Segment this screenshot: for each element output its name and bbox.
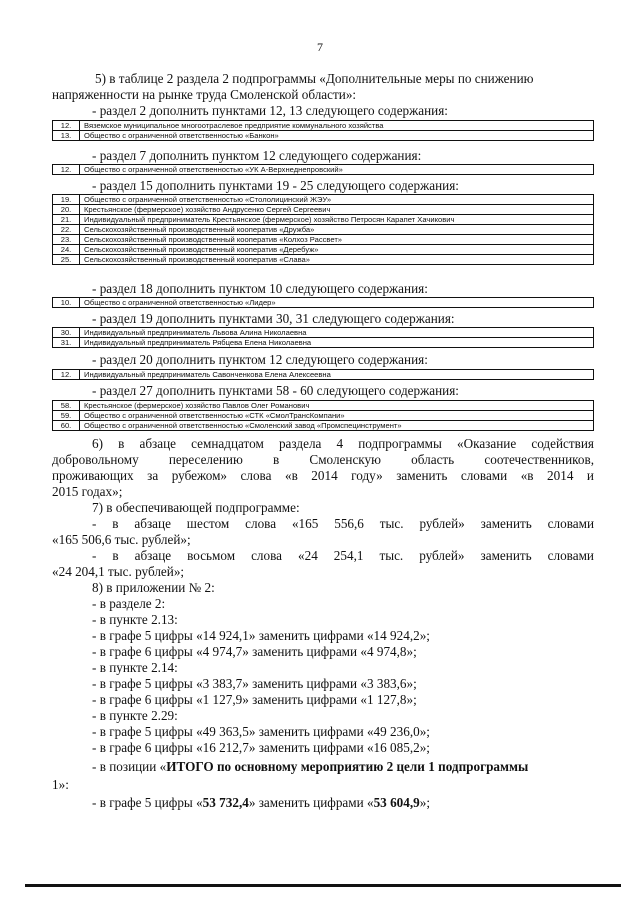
row-name: Сельскохозяйственный производственный кооператив «Слава» (80, 255, 594, 265)
par6-line-4: 2015 годах»; (52, 484, 123, 499)
table-row (53, 195, 594, 205)
row-name: Крестьянское (фермерское) хозяйство Павлов Олег Романович (80, 401, 594, 411)
table-row (53, 338, 594, 348)
row-name: Общество с ограниченной ответственностью «СТК «СмолТрансКомпани» (80, 411, 594, 421)
par7-item-b-line-2: «24 204,1 тыс. рублей»; (52, 564, 185, 579)
section-table (52, 164, 594, 175)
section-heading: - раздел 18 дополнить пунктом 10 следующего содержания: (92, 281, 428, 296)
intro-line-2: напряженности на рынке труда Смоленской области»: (52, 87, 357, 102)
table-row (53, 235, 594, 245)
row-number: 23. (53, 235, 80, 245)
bottom-rule (25, 884, 621, 887)
itogo-line (92, 759, 528, 775)
row-number: 30. (53, 328, 80, 338)
row-name: Сельскохозяйственный производственный кооператив «Деребуж» (80, 245, 594, 255)
section-heading: - раздел 19 дополнить пунктами 30, 31 следующего содержания: (92, 311, 455, 326)
row-number: 20. (53, 205, 80, 215)
par8-item: - в пункте 2.14: (92, 660, 178, 675)
row-number: 58. (53, 401, 80, 411)
row-number: 22. (53, 225, 80, 235)
section-heading: - раздел 27 дополнить пунктами 58 - 60 следующего содержания: (92, 383, 459, 398)
section-table (52, 297, 594, 308)
section-table (52, 400, 594, 431)
table-row (53, 245, 594, 255)
table-row (53, 131, 594, 141)
last-end: »; (419, 795, 430, 810)
row-name: Общество с ограниченной ответственностью «УК А-Верхнеднепровский» (80, 165, 594, 175)
row-number: 59. (53, 411, 80, 421)
section-heading: - раздел 15 дополнить пунктами 19 - 25 следующего содержания: (92, 178, 459, 193)
itogo-prefix: - в позиции « (92, 759, 167, 774)
row-name: Индивидуальный предприниматель Крестьянское (фермерское) хозяйство Петросян Карапет Хачикович (80, 215, 594, 225)
last-old-value: 53 732,4 (202, 795, 249, 810)
row-name: Общество с ограниченной ответственностью «Лидер» (80, 298, 594, 308)
par8-item: - в графе 5 цифры «3 383,7» заменить цифрами «3 383,6»; (92, 676, 417, 691)
row-name: Общество с ограниченной ответственностью «Банкон» (80, 131, 594, 141)
intro-line-1: 5) в таблице 2 раздела 2 подпрограммы «Дополнительные меры по снижению (95, 71, 534, 86)
row-name: Индивидуальный предприниматель Савонченкова Елена Алексеевна (80, 370, 594, 380)
row-number: 13. (53, 131, 80, 141)
table-row (53, 411, 594, 421)
table-row (53, 401, 594, 411)
table-row (53, 255, 594, 265)
table-row (53, 205, 594, 215)
row-name: Крестьянское (фермерское) хозяйство Андрусенко Сергей Сергеевич (80, 205, 594, 215)
par8-item: - в графе 6 цифры «4 974,7» заменить цифрами «4 974,8»; (92, 644, 417, 659)
par8-item: - в разделе 2: (92, 596, 166, 611)
par8-item: - в пункте 2.13: (92, 612, 178, 627)
table-row (53, 328, 594, 338)
row-name: Сельскохозяйственный производственный кооператив «Колхоз Рассвет» (80, 235, 594, 245)
itogo-bold-text: ИТОГО по основному мероприятию 2 цели 1 подпрограммы (166, 759, 529, 774)
par7-item-a-line-1: - в абзаце шестом слова «165 556,6 тыс. рублей» заменить словами (92, 516, 594, 531)
par8-item: - в графе 6 цифры «16 212,7» заменить цифрами «16 085,2»; (92, 740, 430, 755)
row-name: Сельскохозяйственный производственный кооператив «Дружба» (80, 225, 594, 235)
section-heading: - раздел 20 дополнить пунктом 12 следующего содержания: (92, 352, 428, 367)
row-number: 10. (53, 298, 80, 308)
par7-heading: 7) в обеспечивающей подпрограмме: (92, 500, 300, 515)
last-mid: » заменить цифрами « (248, 795, 374, 810)
row-number: 12. (53, 165, 80, 175)
table-row (53, 215, 594, 225)
row-name: Индивидуальный предприниматель Рябцева Елена Николаевна (80, 338, 594, 348)
row-number: 12. (53, 370, 80, 380)
par8-item: - в графе 6 цифры «1 127,9» заменить цифрами «1 127,8»; (92, 692, 417, 707)
par7-item-a-line-2: «165 506,6 тыс. рублей»; (52, 532, 191, 547)
row-number: 21. (53, 215, 80, 225)
par8-item: - в пункте 2.29: (92, 708, 178, 723)
section-table (52, 369, 594, 380)
page-number: 7 (317, 40, 323, 54)
section-table (52, 327, 594, 348)
par6-line-2: добровольному переселению в Смоленскую область соотечественников, (52, 452, 594, 467)
section-table (52, 120, 594, 141)
table-row (53, 298, 594, 308)
row-number: 25. (53, 255, 80, 265)
row-number: 19. (53, 195, 80, 205)
section-heading: - раздел 7 дополнить пунктом 12 следующего содержания: (92, 148, 422, 163)
row-name: Общество с ограниченной ответственностью «Смоленский завод «Промспецинструмент» (80, 421, 594, 431)
row-name: Общество с ограниченной ответственностью «Стололицинский ЖЭУ» (80, 195, 594, 205)
row-name: Вяземское муниципальное многоотраслевое предприятие коммунального хозяйства (80, 121, 594, 131)
row-number: 60. (53, 421, 80, 431)
itogo-end: 1»: (52, 777, 69, 792)
par8-heading: 8) в приложении № 2: (92, 580, 215, 595)
row-number: 31. (53, 338, 80, 348)
row-number: 24. (53, 245, 80, 255)
par8-item: - в графе 5 цифры «49 363,5» заменить цифрами «49 236,0»; (92, 724, 430, 739)
par8-item: - в графе 5 цифры «14 924,1» заменить цифрами «14 924,2»; (92, 628, 430, 643)
section-heading: - раздел 2 дополнить пунктами 12, 13 следующего содержания: (92, 103, 448, 118)
table-row (53, 225, 594, 235)
row-number: 12. (53, 121, 80, 131)
last-prefix: - в графе 5 цифры « (92, 795, 203, 810)
par6-line-3: проживающих за рубежом» слова «в 2014 году» заменить словами «в 2014 и (52, 468, 594, 483)
row-name: Индивидуальный предприниматель Львова Алина Николаевна (80, 328, 594, 338)
par6-line-1: 6) в абзаце семнадцатом раздела 4 подпрограммы «Оказание содействия (92, 436, 594, 451)
section-table (52, 194, 594, 265)
table-row (53, 121, 594, 131)
table-row (53, 370, 594, 380)
last-new-value: 53 604,9 (373, 795, 420, 810)
last-change-line (92, 795, 430, 811)
table-row (53, 165, 594, 175)
par7-item-b-line-1: - в абзаце восьмом слова «24 254,1 тыс. рублей» заменить словами (92, 548, 594, 563)
table-row (53, 421, 594, 431)
